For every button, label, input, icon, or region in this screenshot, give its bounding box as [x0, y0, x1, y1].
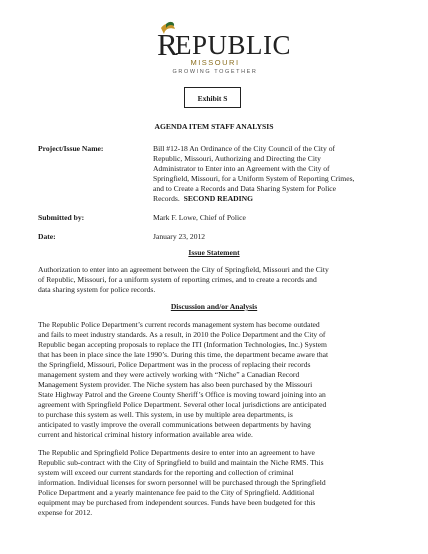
date-label: Date: — [38, 232, 56, 241]
project-value-line-5: and to Create a Records and Data Sharing System for Police — [153, 184, 337, 193]
logo-state: MISSOURI — [190, 58, 240, 67]
discussion-line: the Springfield, Missouri, Police Department was in the process of replacing their records — [38, 360, 311, 369]
issue-line: of Republic, Missouri, for a uniform system of reporting crimes, and to create a records and — [38, 275, 317, 284]
discussion-line: current and historical criminal history information available area wide. — [38, 430, 253, 439]
discussion-line: The Republic Police Department’s current records management system has become outdated — [38, 320, 320, 329]
issue-line: data sharing system for police records. — [38, 285, 156, 294]
discussion-line: The Republic and Springfield Police Departments desire to enter into an agreement to have — [38, 448, 315, 457]
discussion-line: that has been in place since the late 1990’s. During this time, the department became aware that — [38, 350, 329, 359]
project-value-line-1: Bill #12-18 An Ordinance of the City Council of the City of — [153, 144, 336, 153]
logo-r-letter: R — [157, 27, 178, 62]
discussion-line: State Highway Patrol and the Greene County Sheriff’s Office is moving toward joining into an — [38, 390, 326, 399]
issue-statement-title: Issue Statement — [188, 248, 240, 257]
project-value-line-6 — [153, 194, 393, 204]
discussion-line: anticipated to vastly improve the overall communications between departments by having — [38, 420, 311, 429]
project-value-line-3: Administrator to Enter into an Agreement with the City of — [153, 164, 330, 173]
logo-tagline: GROWING TOGETHER — [172, 69, 258, 75]
submitted-value: Mark F. Lowe, Chief of Police — [153, 213, 246, 222]
discussion-line: Republic began accepting proposals to replace the ITI (Information Technologies, Inc.) System — [38, 340, 327, 349]
project-value-line-2: Republic, Missouri, Authorizing and Directing the City — [153, 154, 321, 163]
discussion-line: agreement with Springfield Police Department. Several other local jurisdictions are anticipated — [38, 400, 327, 409]
discussion-line: system will exceed our current standards for the reporting and collection of criminal — [38, 468, 294, 477]
discussion-line: to purchase this system as well. This system, in use by multiple area departments, is — [38, 410, 293, 419]
project-label: Project/Issue Name: — [38, 144, 104, 153]
exhibit-box: Exhibit S — [184, 87, 241, 108]
issue-line: Authorization to enter into an agreement between the City of Springfield, Missouri and the City — [38, 265, 329, 274]
project-value-line-4: Springfield, Missouri, for a Uniform System of Reporting Crimes, — [153, 174, 355, 183]
discussion-line: equipment may be purchased from independent sources. Funds have been budgeted for this — [38, 498, 316, 507]
logo-wordmark: EPUBLIC — [175, 30, 292, 60]
page-title: AGENDA ITEM STAFF ANALYSIS — [154, 122, 274, 131]
discussion-line: expense for 2012. — [38, 508, 93, 517]
discussion-line: Police Department and a yearly maintenance fee paid to the City of Springfield. Additional — [38, 488, 315, 497]
discussion-title: Discussion and/or Analysis — [170, 302, 258, 311]
discussion-line: Republic sub-contract with the City of Springfield to build and maintain the Niche RMS. This — [38, 458, 324, 467]
discussion-line: information. Individual licenses for sworn personnel will be purchased through the Springfield — [38, 478, 326, 487]
submitted-label: Submitted by: — [38, 213, 85, 222]
date-value: January 23, 2012 — [153, 232, 206, 241]
project-value-records: Records. — [153, 194, 184, 203]
discussion-line: Management System provider. The Niche system has also been purchased by the Missouri — [38, 380, 313, 389]
second-reading: SECOND READING — [183, 194, 254, 203]
discussion-line: and fails to meet industry standards. As a result, in 2010 the Police Department and the City of — [38, 330, 326, 339]
discussion-line: management system and they were actively working with “Niche” a Canadian Record — [38, 370, 300, 379]
